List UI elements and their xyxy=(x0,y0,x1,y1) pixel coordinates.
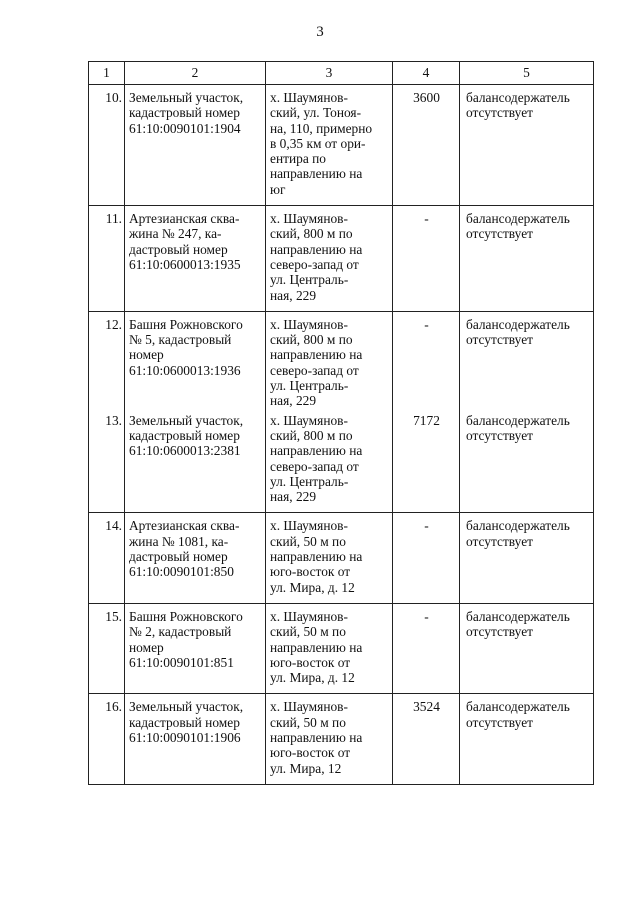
object-address-line: ул. Мира, д. 12 xyxy=(270,670,355,686)
object-description xyxy=(125,513,266,603)
object-description-line: жина № 247, ка- xyxy=(129,226,222,242)
column-header-1: 1 xyxy=(89,62,125,85)
object-description-line: 61:10:0090101:1906 xyxy=(129,729,241,745)
table-row xyxy=(89,513,594,603)
object-description xyxy=(125,411,266,513)
object-address-line: х. Шаумянов- xyxy=(270,518,348,534)
object-address-line: юг xyxy=(270,181,286,197)
header-row xyxy=(89,62,594,85)
object-description-line: 61:10:0090101:850 xyxy=(129,564,234,580)
object-description-line: 61:10:0090101:1904 xyxy=(129,120,241,136)
balance-holder xyxy=(460,411,594,513)
object-address-line: ная, 229 xyxy=(270,393,317,409)
object-address-line: ский, 800 м по xyxy=(270,427,353,443)
object-address-line: ский, 50 м по xyxy=(270,714,346,730)
object-description-line: кадастровый номер xyxy=(129,427,240,443)
row-number: 15. xyxy=(89,603,125,693)
object-address-line: ул. Централь- xyxy=(270,473,349,489)
balance-holder-line: отсутствует xyxy=(466,714,533,730)
balance-holder xyxy=(460,694,594,784)
balance-holder-line: балансодержатель xyxy=(466,608,570,624)
object-address-line: х. Шаумянов- xyxy=(270,211,348,227)
table-header xyxy=(89,62,594,85)
object-description xyxy=(125,311,266,410)
object-address-line: ул. Мира, д. 12 xyxy=(270,579,355,595)
object-address-line: ул. Централь- xyxy=(270,378,349,394)
object-description-line: 61:10:0600013:1936 xyxy=(129,362,241,378)
object-description xyxy=(125,694,266,784)
balance-holder-line: балансодержатель xyxy=(466,90,570,105)
table-row xyxy=(89,311,594,410)
object-address-line: ский, ул. Тоноя- xyxy=(270,105,362,121)
object-area: - xyxy=(393,311,460,410)
object-area: - xyxy=(393,603,460,693)
object-area: 7172 xyxy=(393,411,460,513)
object-address xyxy=(266,694,393,784)
column-header-5: 5 xyxy=(460,62,594,85)
object-address xyxy=(266,603,393,693)
property-registry-table xyxy=(88,61,594,785)
balance-holder-line: балансодержатель xyxy=(466,412,570,428)
balance-holder-line: отсутствует xyxy=(466,624,533,640)
object-description-line: Земельный участок, xyxy=(129,90,244,105)
object-address xyxy=(266,206,393,312)
object-description xyxy=(125,603,266,693)
object-area: - xyxy=(393,513,460,603)
object-description-line: Башня Рожновского xyxy=(129,316,243,332)
object-description-line: Земельный участок, xyxy=(129,412,244,428)
column-header-4: 4 xyxy=(393,62,460,85)
object-address-line: направлению на xyxy=(270,166,363,182)
object-description-line: 61:10:0090101:851 xyxy=(129,654,234,670)
object-address-line: ский, 800 м по xyxy=(270,226,353,242)
balance-holder xyxy=(460,206,594,312)
object-description-line: кадастровый номер xyxy=(129,714,240,730)
balance-holder xyxy=(460,311,594,410)
object-address-line: ский, 50 м по xyxy=(270,533,346,549)
object-description-line: № 5, кадастровый xyxy=(129,332,232,348)
object-address-line: северо-запад от xyxy=(270,256,359,272)
table-row xyxy=(89,603,594,693)
balance-holder-line: балансодержатель xyxy=(466,699,570,715)
balance-holder-line: отсутствует xyxy=(466,226,533,242)
object-address-line: направлению на xyxy=(270,443,363,459)
object-address-line: ентира по xyxy=(270,151,326,167)
object-address-line: северо-запад от xyxy=(270,458,359,474)
object-address xyxy=(266,411,393,513)
balance-holder-line: отсутствует xyxy=(466,427,533,443)
row-number: 13. xyxy=(89,411,125,513)
object-area: - xyxy=(393,206,460,312)
object-address-line: направлению на xyxy=(270,241,363,257)
object-description xyxy=(125,206,266,312)
object-description-line: Артезианская сква- xyxy=(129,518,240,534)
object-address-line: х. Шаумянов- xyxy=(270,699,348,715)
object-address xyxy=(266,513,393,603)
object-description-line: Земельный участок, xyxy=(129,699,244,715)
balance-holder-line: отсутствует xyxy=(466,105,533,121)
object-description-line: Башня Рожновского xyxy=(129,608,243,624)
object-description-line: жина № 1081, ка- xyxy=(129,533,229,549)
page-number: 3 xyxy=(316,24,324,40)
object-address-line: ский, 50 м по xyxy=(270,624,346,640)
object-address-line: направлению на xyxy=(270,729,363,745)
object-address-line: направлению на xyxy=(270,639,363,655)
object-description-line: Артезианская сква- xyxy=(129,211,240,227)
object-description-line: 61:10:0600013:1935 xyxy=(129,256,241,272)
object-address-line: направлению на xyxy=(270,347,363,363)
object-address-line: юго-восток от xyxy=(270,564,351,580)
column-header-2: 2 xyxy=(125,62,266,85)
object-address-line: на, 110, примерно xyxy=(270,120,373,136)
balance-holder-line: отсутствует xyxy=(466,533,533,549)
balance-holder-line: балансодержатель xyxy=(466,518,570,534)
table-row xyxy=(89,411,594,513)
object-description xyxy=(125,85,266,206)
object-area: 3524 xyxy=(393,694,460,784)
row-number: 14. xyxy=(89,513,125,603)
balance-holder-line: балансодержатель xyxy=(466,211,570,227)
object-description-line: № 2, кадастровый xyxy=(129,624,232,640)
object-area: 3600 xyxy=(393,85,460,206)
object-description-line: 61:10:0600013:2381 xyxy=(129,443,241,459)
object-address-line: северо-запад от xyxy=(270,362,359,378)
table-row xyxy=(89,206,594,312)
object-address-line: ул. Централь- xyxy=(270,272,349,288)
balance-holder-line: отсутствует xyxy=(466,332,533,348)
table-row xyxy=(89,85,594,206)
balance-holder-line: балансодержатель xyxy=(466,316,570,332)
object-address xyxy=(266,311,393,410)
object-description-line: дастровый номер xyxy=(129,241,228,257)
object-address-line: юго-восток от xyxy=(270,745,351,761)
balance-holder xyxy=(460,85,594,206)
table-body xyxy=(89,85,594,785)
object-address-line: юго-восток от xyxy=(270,654,351,670)
row-number: 11. xyxy=(89,206,125,312)
object-address-line: ский, 800 м по xyxy=(270,332,353,348)
object-address-line: направлению на xyxy=(270,549,363,565)
object-address-line: ул. Мира, 12 xyxy=(270,760,342,776)
object-description-line: дастровый номер xyxy=(129,549,228,565)
row-number: 16. xyxy=(89,694,125,784)
object-address xyxy=(266,85,393,206)
balance-holder xyxy=(460,513,594,603)
object-address-line: х. Шаумянов- xyxy=(270,316,348,332)
row-number: 10. xyxy=(89,85,125,206)
table-row xyxy=(89,694,594,784)
object-address-line: ная, 229 xyxy=(270,489,317,505)
object-address-line: х. Шаумянов- xyxy=(270,608,348,624)
object-description-line: номер xyxy=(129,639,164,655)
object-address-line: х. Шаумянов- xyxy=(270,412,348,428)
object-address-line: х. Шаумянов- xyxy=(270,90,348,105)
object-description-line: кадастровый номер xyxy=(129,105,240,121)
row-number: 12. xyxy=(89,311,125,410)
column-header-3: 3 xyxy=(266,62,393,85)
object-address-line: ная, 229 xyxy=(270,287,317,303)
object-address-line: в 0,35 км от ори- xyxy=(270,135,366,151)
balance-holder xyxy=(460,603,594,693)
object-description-line: номер xyxy=(129,347,164,363)
